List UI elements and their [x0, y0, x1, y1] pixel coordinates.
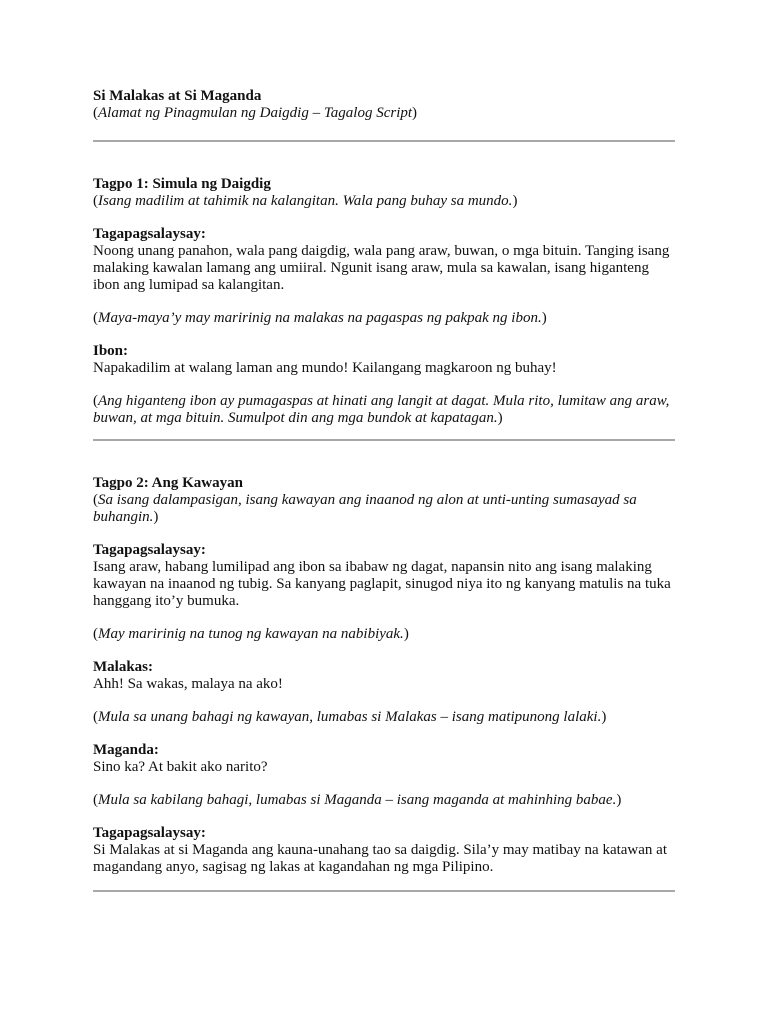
scene2-setting-text: Sa isang dalampasigan, isang kawayan ang inaanod ng alon at unti-unting sumasayad sa buhangin.	[93, 492, 637, 525]
subtitle-text: Alamat ng Pinagmulan ng Daigdig – Tagalog Script	[98, 105, 413, 121]
document-title: Si Malakas at Si Maganda	[93, 88, 262, 104]
dialogue-text: Isang araw, habang lumilipad ang ibon sa ibabaw ng dagat, napansin nito ang isang malaking kawayan na inaanod ng tubig. Sa kanyang paglapit, sinugod niya ito ng kanyang matulis na tuka hanggang ito’y bumuka.	[93, 559, 671, 609]
speaker-label: Ibon:	[93, 343, 129, 359]
stage-direction: (Mula sa unang bahagi ng kawayan, lumabas si Malakas – isang matipunong lalaki.)	[93, 709, 607, 725]
stage-direction: (Maya-maya’y may maririnig na malakas na pagaspas ng pakpak ng ibon.)	[93, 310, 547, 326]
scene1-narrator-block	[93, 226, 675, 294]
document-subtitle	[93, 105, 675, 122]
divider	[93, 890, 675, 892]
scene1-bird-block	[93, 343, 675, 377]
stage-direction-text: May maririnig na tunog ng kawayan na nabibiyak.	[98, 626, 404, 642]
scene1-setting-text: Isang madilim at tahimik na kalangitan. Wala pang buhay sa mundo.	[98, 193, 513, 209]
paren-close: )	[412, 105, 418, 121]
scene2-heading: Tagpo 2: Ang Kawayan	[93, 475, 243, 491]
scene2-narrator-block	[93, 542, 675, 610]
scene2-malakas-block	[93, 659, 675, 693]
dialogue-text: Napakadilim at walang laman ang mundo! Kailangang magkaroon ng buhay!	[93, 360, 557, 376]
stage-direction-text: Ang higanteng ibon ay pumagaspas at hinati ang langit at dagat. Mula rito, lumitaw ang araw, buwan, at mga bituin. Sumulpot din ang mga bundok at kapatagan.	[93, 393, 670, 426]
paren-open: (	[93, 105, 98, 121]
scene2-maganda-block	[93, 742, 675, 776]
scene2-narrator2-block	[93, 825, 675, 876]
stage-direction-text: Mula sa unang bahagi ng kawayan, lumabas si Malakas – isang matipunong lalaki.	[98, 709, 602, 725]
stage-direction-text: Maya-maya’y may maririnig na malakas na pagaspas ng pakpak ng ibon.	[98, 310, 542, 326]
dialogue-text: Sino ka? At bakit ako narito?	[93, 759, 268, 775]
dialogue-text: Ahh! Sa wakas, malaya na ako!	[93, 676, 283, 692]
speaker-label: Maganda:	[93, 742, 159, 758]
dialogue-text: Si Malakas at si Maganda ang kauna-unahang tao sa daigdig. Sila’y may matibay na katawan at magandang anyo, sagisag ng lakas at kagandahan ng mga Pilipino.	[93, 842, 667, 875]
dialogue-text: Noong unang panahon, wala pang daigdig, wala pang araw, buwan, o mga bituin. Tanging isang malaking kawalan lamang ang umiiral. Ngunit isang araw, mula sa kawalan, isang higanteng ibon ang lumipad sa kalangitan.	[93, 243, 670, 293]
divider	[93, 439, 675, 441]
speaker-label: Tagapagsalaysay:	[93, 542, 206, 558]
stage-direction: (Mula sa kabilang bahagi, lumabas si Maganda – isang maganda at mahinhing babae.)	[93, 792, 622, 808]
scene1-setting: (Isang madilim at tahimik na kalangitan. Wala pang buhay sa mundo.)	[93, 193, 518, 209]
scene2-setting: (Sa isang dalampasigan, isang kawayan ang inaanod ng alon at unti-unting sumasayad sa buhangin.)	[93, 492, 637, 525]
speaker-label: Tagapagsalaysay:	[93, 226, 206, 242]
stage-direction: (May maririnig na tunog ng kawayan na nabibiyak.)	[93, 626, 409, 642]
speaker-label: Malakas:	[93, 659, 153, 675]
divider	[93, 140, 675, 142]
stage-direction-text: Mula sa kabilang bahagi, lumabas si Maganda – isang maganda at mahinhing babae.	[98, 792, 617, 808]
stage-direction: (Ang higanteng ibon ay pumagaspas at hinati ang langit at dagat. Mula rito, lumitaw ang araw, buwan, at mga bituin. Sumulpot din ang mga bundok at kapatagan.)	[93, 393, 670, 426]
scene1-heading: Tagpo 1: Simula ng Daigdig	[93, 176, 271, 192]
document-page	[93, 88, 675, 892]
speaker-label: Tagapagsalaysay:	[93, 825, 206, 841]
